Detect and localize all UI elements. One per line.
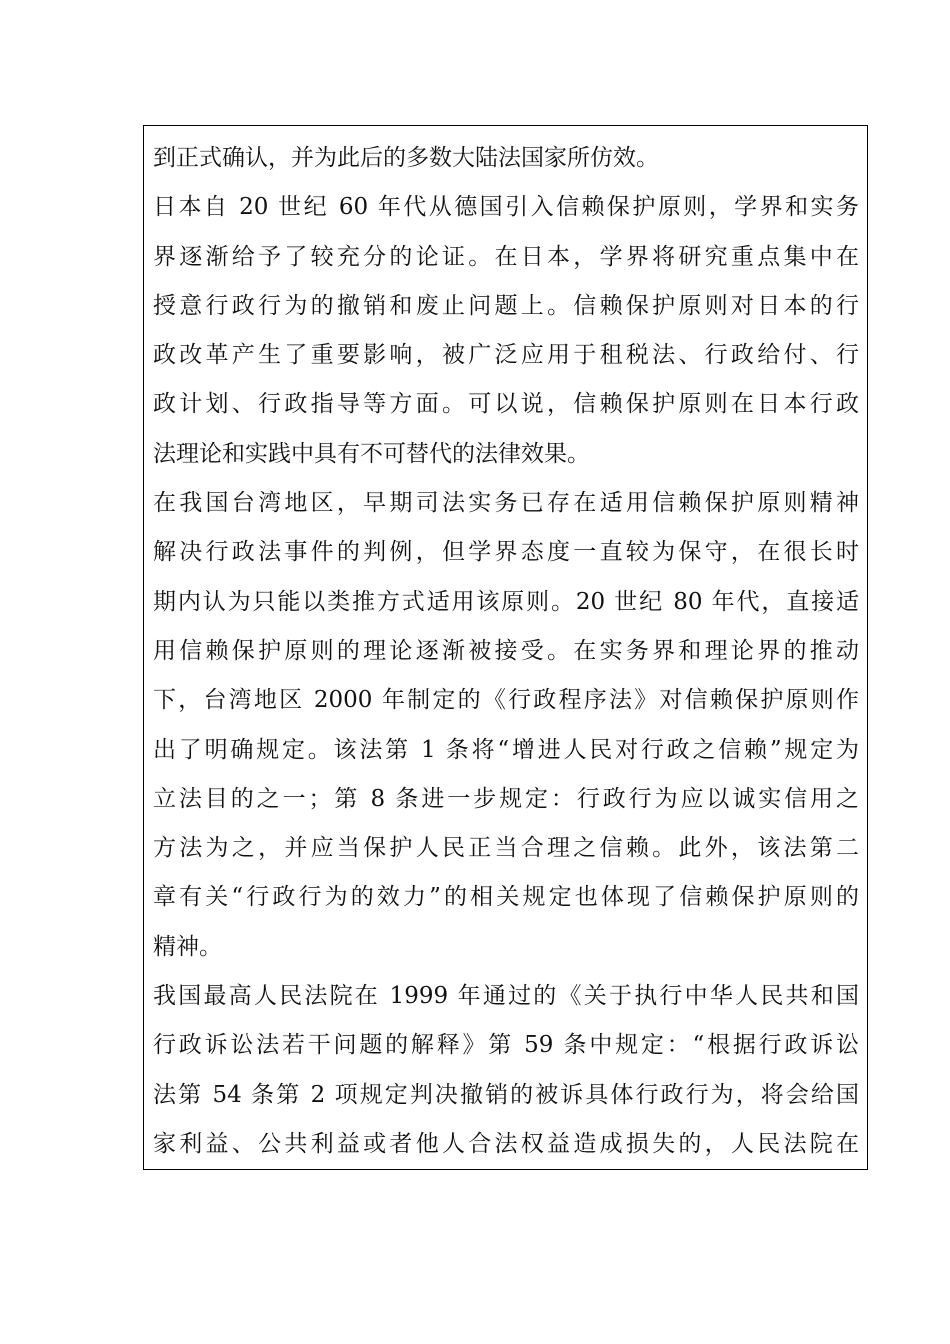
text-line: 方法为之，并应当保护人民正当合理之信赖。此外，该法第二 [153, 835, 859, 862]
text-line: 法第 54 条第 2 项规定判决撤销的被诉具体行政行为，将会给国 [153, 1081, 859, 1108]
text-line: 授意行政行为的撤销和废止问题上。信赖保护原则对日本的行 [153, 292, 859, 319]
text-line: 政计划、行政指导等方面。可以说，信赖保护原则在日本行政 [153, 391, 859, 418]
text-line: 政改革产生了重要影响，被广泛应用于租税法、行政给付、行 [153, 342, 859, 369]
text-line: 日本自 20 世纪 60 年代从德国引入信赖保护原则，学界和实务 [153, 194, 859, 221]
text-line: 解决行政法事件的判例，但学界态度一直较为保守，在很长时 [153, 539, 859, 566]
document-body [153, 134, 859, 1169]
text-line: 期内认为只能以类推方式适用该原则。20 世纪 80 年代，直接适 [153, 588, 859, 615]
text-line: 行政诉讼法若干问题的解释》第 59 条中规定：“根据行政诉讼 [153, 1032, 859, 1059]
text-line: 章有关“行政行为的效力”的相关规定也体现了信赖保护原则的 [153, 884, 859, 911]
text-line: 立法目的之一；第 8 条进一步规定：行政行为应以诚实信用之 [153, 785, 859, 812]
text-line: 界逐渐给予了较充分的论证。在日本，学界将研究重点集中在 [153, 243, 859, 270]
text-line: 精神。 [153, 933, 222, 960]
text-line: 家利益、公共利益或者他人合法权益造成损失的，人民法院在 [153, 1130, 859, 1157]
text-line: 出了明确规定。该法第 1 条将“增进人民对行政之信赖”规定为 [153, 736, 859, 763]
text-line: 用信赖保护原则的理论逐渐被接受。在实务界和理论界的推动 [153, 637, 859, 664]
text-line: 我国最高人民法院在 1999 年通过的《关于执行中华人民共和国 [153, 983, 859, 1010]
text-line: 在我国台湾地区，早期司法实务已存在适用信赖保护原则精神 [153, 490, 859, 517]
text-line: 下，台湾地区 2000 年制定的《行政程序法》对信赖保护原则作 [153, 687, 859, 714]
text-line: 法理论和实践中具有不可替代的法律效果。 [153, 440, 590, 467]
text-frame [143, 125, 868, 1170]
text-line: 到正式确认，并为此后的多数大陆法国家所仿效。 [153, 145, 659, 171]
